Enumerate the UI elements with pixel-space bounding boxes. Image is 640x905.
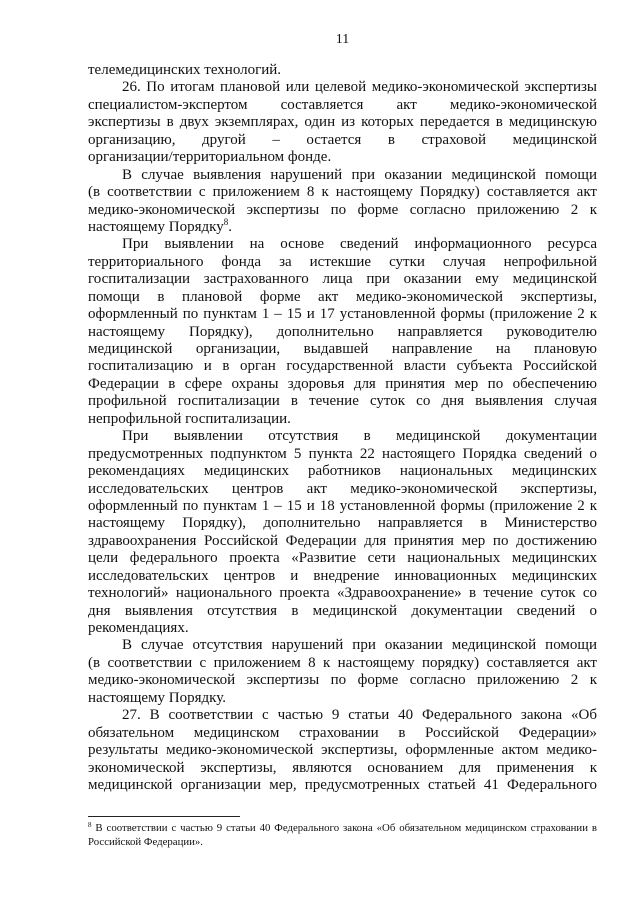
footnote-marker: 8 [88,821,92,829]
text-line: территориального фонда за истекшие сутки случая непрофильной [88,253,597,270]
text-line: Федерации в сфере охраны здоровья для принятия мер по обеспечению [88,375,597,392]
text-line: медико-экономической экспертизы по форме согласно приложению 2 к [88,201,597,218]
text-line: настоящему Порядку), дополнительно направляется руководителю [88,323,597,340]
page-number: 11 [335,32,350,47]
text-line: помощи в плановой форме акт медико-экономической экспертизы, [88,288,597,305]
text-line: рекомендациях. [88,620,189,636]
text-line: рекомендациях медицинских работников национальных медицинских [88,463,597,480]
text-line: госпитализацию и в орган государственной власти субъекта Российской [88,358,597,375]
text-line: экспертизы в двух экземплярах, один из которых передается в медицинскую [88,114,597,131]
paragraph-26 [88,79,597,166]
text-line: предусмотренных подпунктом 5 пункта 22 настоящего Порядка сведений о [88,445,597,462]
text-line: медицинской организации, выдавшей направление на плановую [88,341,597,357]
paragraph-nonprofile-hospitalization [88,236,597,428]
text-line: настоящему Порядку), дополнительно направляется в Министерство [88,515,597,532]
text-line: При выявлении на основе сведений информационного ресурса [122,236,597,253]
text-line: организации/территориальном фонде. [88,149,332,166]
text-line: (в соответствии с приложением 8 к настоящему Порядку) составляется акт [88,184,597,201]
text-line: При выявлении отсутствия в медицинской документации [122,428,597,445]
text-line: профильной госпитализации в течение суток со дня выявления случая [88,393,597,410]
text-line: результаты медико-экономической экспертизы, оформленные актом медико- [88,742,597,759]
text-fragment: настоящему Порядку [88,218,224,235]
document-body [88,62,597,794]
text-line: организацию, другой – остается в страховой медицинской [88,131,597,148]
text-line: цели федерального проекта «Развитие сети национальных медицинских [88,550,597,567]
footnote-separator [88,816,240,817]
text-line [88,216,597,236]
text-line: непрофильной госпитализации. [88,410,291,427]
text-line: исследовательских центров и внедрение инновационных медицинских [88,567,597,584]
text-line: экономической экспертизы, являются основанием для применения к [88,759,597,776]
text-line: настоящему Порядку. [88,689,226,706]
paragraph-no-violations [88,637,597,707]
text-line: (в соответствии с приложением 8 к настоящему порядку) составляется акт [88,654,597,671]
text-line: 27. В соответствии с частью 9 статьи 40 Федерального закона «Об [122,707,597,724]
footnote-line: Российской Федерации». [88,835,203,848]
paragraph-27 [88,707,597,794]
footnote [88,822,597,849]
footnote-reference: 8 [223,216,229,227]
footnote-text: В соответствии с частью 9 статьи 40 Федерального закона «Об обязательном медицинском страховании в [95,822,597,834]
paragraph-missing-recommendations [88,428,597,637]
text-line: медико-экономической экспертизы по форме согласно приложению 2 к [88,672,597,689]
text-line: В случае выявления нарушений при оказании медицинской помощи [122,166,597,183]
text-line: исследовательских центров акт медико-экономической экспертизы, [88,480,597,497]
text-line: технологий» национального проекта «Здравоохранение» в течение суток со [88,585,597,602]
text-line: дня выявления отсутствия в медицинской документации сведений о [88,602,597,619]
paragraph-violations [88,167,597,237]
text-line: обязательном медицинском страховании в Российской Федерации» [88,724,597,741]
text-line: здравоохранения Российской Федерации для принятия мер по достижению [88,532,597,549]
text-line: оформленный по пунктам 1 – 15 и 17 установленной формы (приложение 2 к [88,306,597,323]
footnote-line [88,822,597,836]
text-line: телемедицинских технологий. [88,62,282,78]
text-line: 26. По итогам плановой или целевой медико-экономической экспертизы [122,79,597,96]
paragraph-continuation [88,62,597,79]
text-line: госпитализации застрахованного лица при оказании ему медицинской [88,271,597,288]
text-line: медицинской организации мер, предусмотренных статьей 41 Федерального [88,776,597,793]
text-line: В случае отсутствия нарушений при оказании медицинской помощи [122,637,597,654]
text-line: специалистом-экспертом составляется акт медико-экономической [88,96,597,113]
text-line: оформленный по пунктам 1 – 15 и 18 установленной формы (приложение 2 к [88,497,597,514]
text-fragment: . [228,218,232,235]
